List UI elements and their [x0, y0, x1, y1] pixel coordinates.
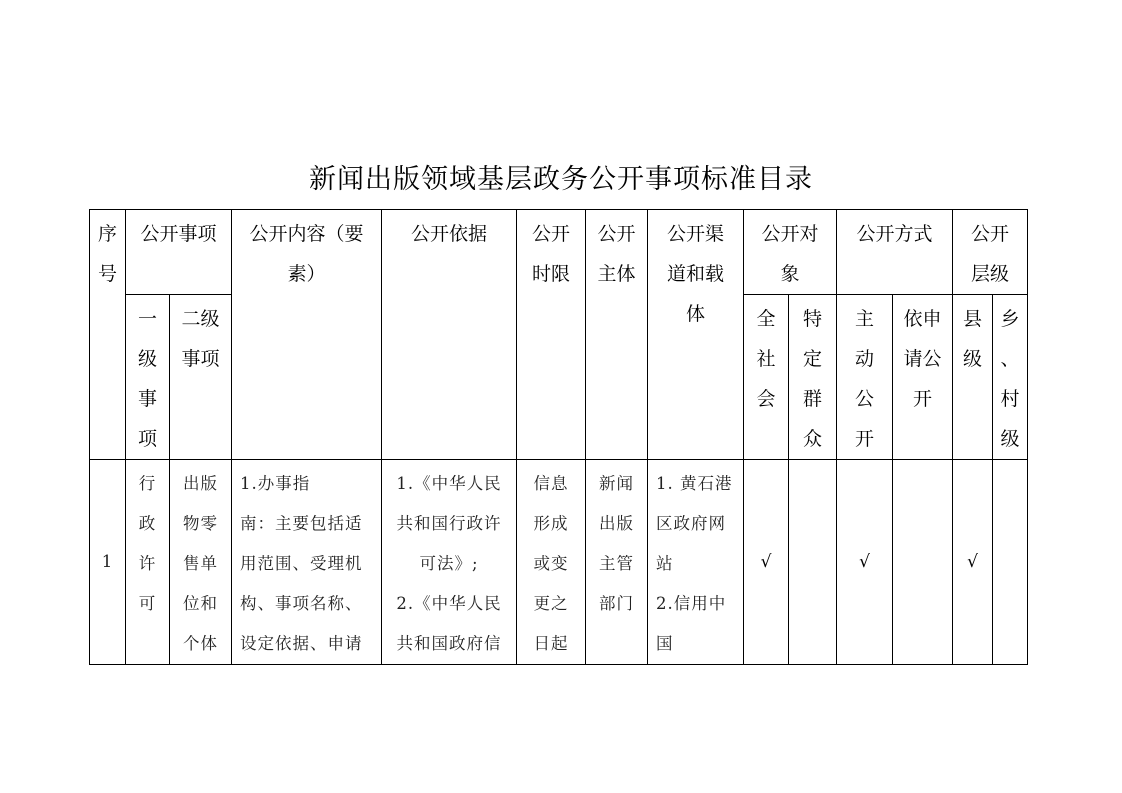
header-time-limit: 公开 时限 — [517, 210, 586, 460]
header-seq: 序 号 — [90, 210, 126, 460]
header-basis: 公开依据 — [382, 210, 517, 460]
cell-seq: 1 — [90, 460, 126, 665]
header-target-all: 全 社 会 — [744, 295, 789, 460]
cell-subject: 新闻 出版 主管 部门 — [586, 460, 648, 665]
header-level-town: 乡 、 村 级 — [993, 295, 1028, 460]
catalog-table — [89, 209, 1028, 665]
header-subject: 公开 主体 — [586, 210, 648, 460]
check-mark-icon: √ — [859, 552, 870, 572]
cell-target-all — [744, 460, 789, 665]
cell-item-l2: 出版 物零 售单 位和 个体 — [170, 460, 232, 665]
cell-basis: 1.《中华人民 共和国行政许 可法》; 2.《中华人民 共和国政府信 — [382, 460, 517, 665]
header-item-l1: 一 级 事 项 — [126, 295, 170, 460]
header-level: 公开 层级 — [953, 210, 1028, 295]
table-row — [90, 460, 1028, 665]
cell-time-limit: 信息 形成 或变 更之 日起 — [517, 460, 586, 665]
header-item-l2: 二级 事项 — [170, 295, 232, 460]
cell-level-town — [993, 460, 1028, 665]
header-method: 公开方式 — [837, 210, 953, 295]
header-target-specific: 特 定 群 众 — [789, 295, 837, 460]
header-target: 公开对 象 — [744, 210, 837, 295]
cell-target-specific — [789, 460, 837, 665]
cell-item-l1: 行 政 许 可 — [126, 460, 170, 665]
cell-level-county — [953, 460, 993, 665]
check-mark-icon: √ — [967, 552, 978, 572]
cell-method-request — [893, 460, 953, 665]
header-method-request: 依申 请公 开 — [893, 295, 953, 460]
header-channel: 公开渠 道和载 体 — [648, 210, 744, 460]
header-content: 公开内容（要 素） — [232, 210, 382, 460]
cell-content: 1.办事指 南：主要包括适 用范围、受理机 构、事项名称、 设定依据、申请 — [232, 460, 382, 665]
cell-method-active — [837, 460, 893, 665]
header-level-county: 县 级 — [953, 295, 993, 460]
header-method-active: 主 动 公 开 — [837, 295, 893, 460]
cell-channel: 1. 黄石港 区政府网 站 2.信用中 国 — [648, 460, 744, 665]
header-item: 公开事项 — [126, 210, 232, 295]
check-mark-icon: √ — [760, 552, 772, 572]
page-title: 新闻出版领域基层政务公开事项标准目录 — [309, 164, 813, 195]
